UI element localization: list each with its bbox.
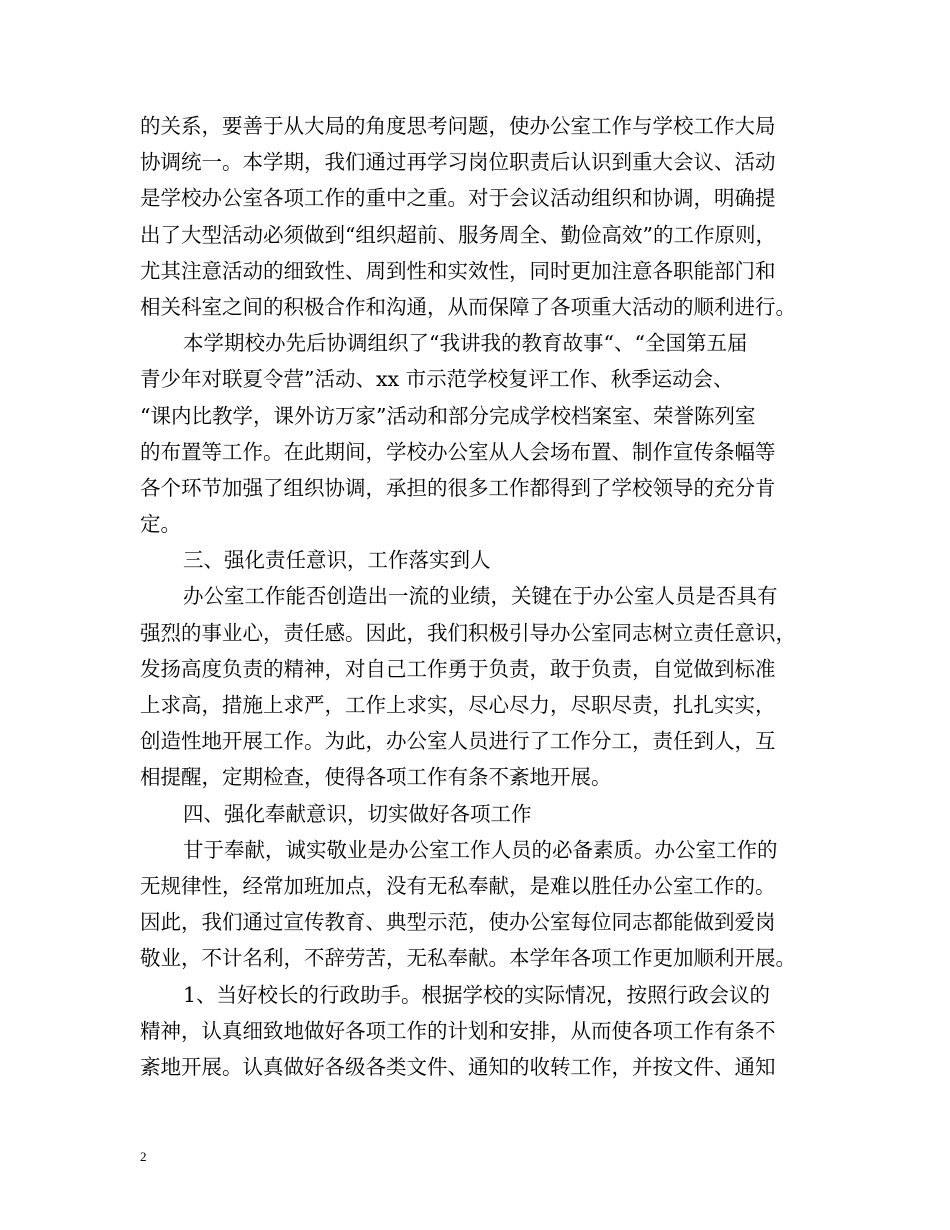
paragraph-first-line: 1、当好校长的行政助手。根据学校的实际情况，按照行政会议的	[183, 982, 771, 1007]
page-number: 2	[140, 1149, 147, 1164]
body-line: 青少年对联夏令营”活动、xx 市示范学校复评工作、秋季运动会、	[140, 367, 734, 392]
section-heading: 三、强化责任意识，工作落实到人	[183, 548, 491, 573]
body-line: 精神，认真细致地做好各项工作的计划和安排，从而使各项工作有条不	[140, 1018, 776, 1043]
body-line: 的布置等工作。在此期间，学校办公室从人会场布置、制作宣传条幅等	[140, 439, 776, 464]
body-line: 紊地开展。认真做好各级各类文件、通知的收转工作，并按文件、通知	[140, 1054, 776, 1079]
body-line: 出了大型活动必须做到“组织超前、服务周全、勤俭高效”的工作原则，	[140, 222, 776, 247]
paragraph-first-line: 甘于奉献，诚实敬业是办公室工作人员的必备素质。办公室工作的	[183, 837, 778, 862]
paragraph-first-line: 办公室工作能否创造出一流的业绩，关键在于办公室人员是否具有	[183, 584, 778, 609]
body-line: 尤其注意活动的细致性、周到性和实效性，同时更加注意各职能部门和	[140, 258, 776, 283]
body-line: 相提醒，定期检查，使得各项工作有条不紊地开展。	[140, 765, 612, 790]
body-line: 上求高，措施上求严，工作上求实，尽心尽力，尽职尽责，扎扎实实，	[140, 693, 776, 717]
body-line: 无规律性，经常加班加点，没有无私奉献，是难以胜任办公室工作的。	[140, 873, 776, 898]
body-line: 发扬高度负责的精神，对自己工作勇于负责，敢于负责，自觉做到标准	[140, 656, 776, 681]
body-line: “课内比教学，课外访万家”活动和部分完成学校档案室、荣誉陈列室	[140, 403, 756, 428]
document-body	[140, 108, 830, 1085]
body-line: 强烈的事业心，责任感。因此，我们积极引导办公室同志树立责任意识，	[140, 620, 796, 645]
body-line: 敬业，不计名利，不辞劳苦，无私奉献。本学年各项工作更加顺利开展。	[140, 946, 796, 971]
paragraph-first-line: 本学期校办先后协调组织了“我讲我的教育故事“、“全国第五届	[183, 331, 748, 356]
body-line: 定。	[140, 512, 181, 537]
body-line: 协调统一。本学期，我们通过再学习岗位职责后认识到重大会议、活动	[140, 150, 776, 175]
body-line: 因此，我们通过宣传教育、典型示范，使办公室每位同志都能做到爱岗	[140, 910, 776, 935]
body-line: 各个环节加强了组织协调，承担的很多工作都得到了学校领导的充分肯	[140, 475, 776, 500]
body-line: 的关系，要善于从大局的角度思考问题，使办公室工作与学校工作大局	[140, 114, 776, 138]
body-line: 创造性地开展工作。为此，办公室人员进行了工作分工，责任到人，互	[140, 729, 776, 754]
body-line: 是学校办公室各项工作的重中之重。对于会议活动组织和协调，明确提	[140, 186, 776, 211]
section-heading: 四、强化奉献意识，切实做好各项工作	[183, 801, 532, 826]
body-line: 相关科室之间的积极合作和沟通，从而保障了各项重大活动的顺利进行。	[140, 294, 796, 319]
